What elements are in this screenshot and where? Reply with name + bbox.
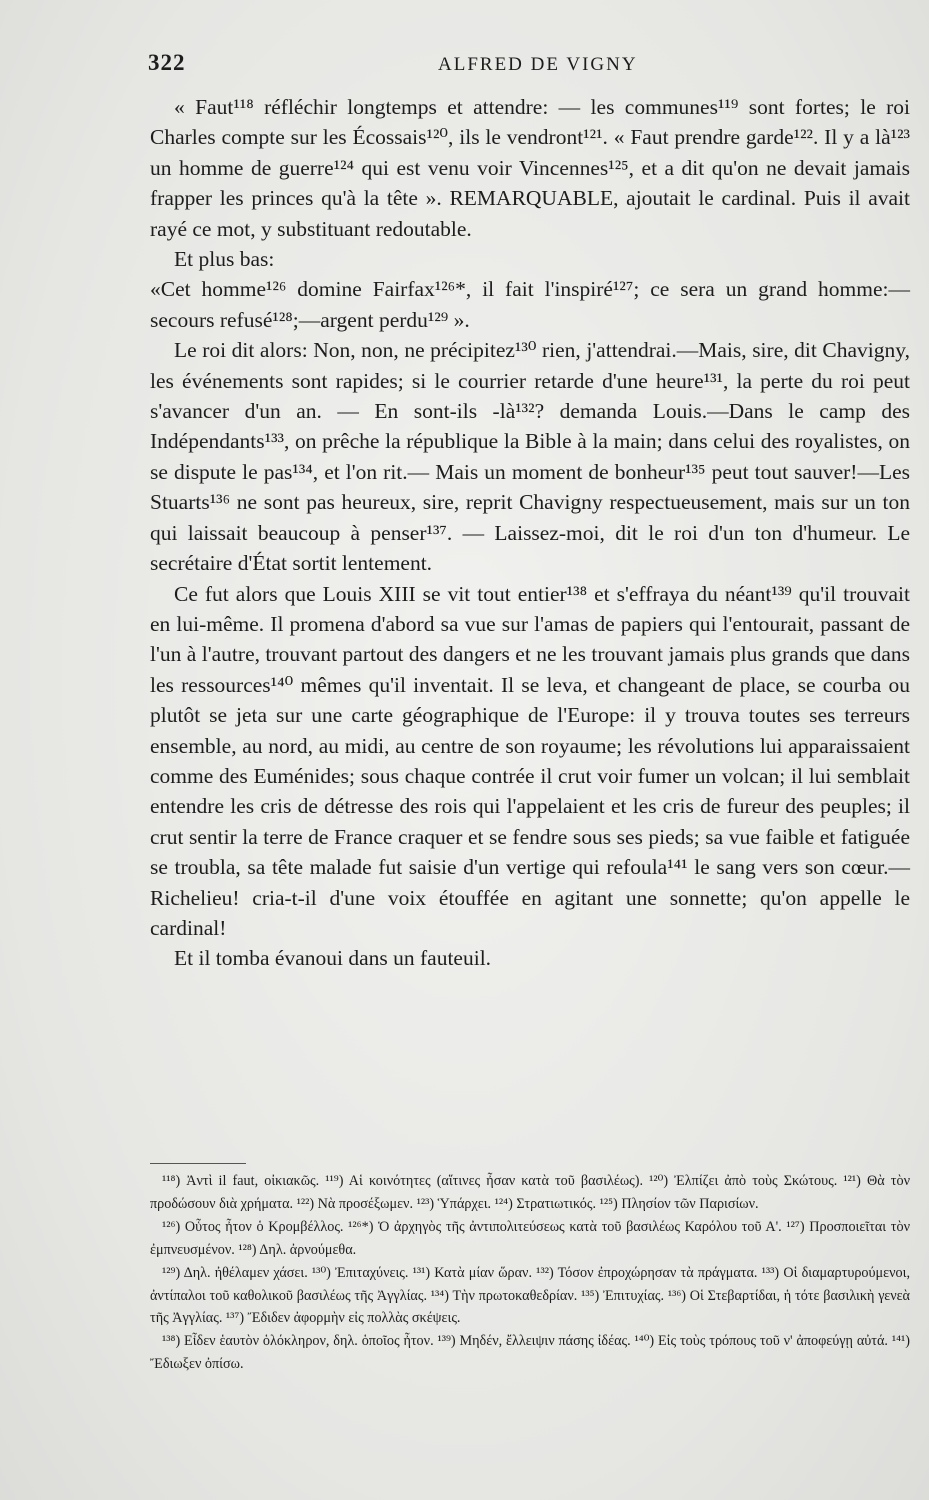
footnote-block-3: ¹²⁹) Δηλ. ἠθέλαμεν χάσει. ¹³⁰) Ἐπιταχύνεις. ¹³¹) Κατὰ μίαν ὥραν. ¹³²) Τόσον ἐπροχώρησαν τὰ πράγματα. ¹³³) Οἱ διαμαρτυρούμενοι, ἀντίπαλοι τοῦ καθολικοῦ βασιλέως τῆς Ἀγγλίας. ¹³⁴) Τὴν πρωτοκαθεδρίαν. ¹³⁵) Ἐπιτυχίας. ¹³⁶) Οἱ Στεβαρτίδαι, ἡ τότε βασιλικὴ γενεὰ τῆς Ἀγγλίας. ¹³⁷) Ἔδιδεν ἀφορμὴν εἰς πολλὰς σκέψεις.	[150, 1264, 910, 1327]
page-number: 322	[148, 50, 186, 75]
paragraph-1: « Faut¹¹⁸ réfléchir longtemps et attendre: — les communes¹¹⁹ sont fortes; le roi Charles compte sur les Écossais¹²⁰, ils le vendront¹²¹. « Faut prendre garde¹²². Il y a là¹²³ un homme de guerre¹²⁴ qui est venu voir Vincennes¹²⁵, et a dit qu'on ne devait jamais frapper les princes qu'à la tête ». REMARQUABLE, ajoutait le cardinal. Puis il avait rayé ce mot, y substituant redoutable.	[150, 95, 910, 241]
footnote-block-4: ¹³⁸) Εἶδεν ἑαυτὸν ὁλόκληρον, δηλ. ὁποῖος ἦτον. ¹³⁹) Μηδέν, ἔλλειψιν πάσης ἰδέας. ¹⁴⁰) Εἰς τοὺς τρόπους τοῦ ν' ἀποφεύγῃ αὐτά. ¹⁴¹) Ἔδιωξεν ὀπίσω.	[150, 1333, 910, 1373]
main-text	[150, 92, 910, 974]
paragraph-6: Et il tomba évanoui dans un fauteuil.	[174, 946, 492, 971]
paragraph-2: Et plus bas:	[174, 247, 275, 272]
paragraph-4: Le roi dit alors: Non, non, ne précipitez¹³⁰ rien, j'attendrai.—Mais, sire, dit Chavigny, les événements sont rapides; si le courrier retarde d'une heure¹³¹, la perte du roi peut s'avancer d'un an. — En sont-ils -là¹³²? demanda Louis.—Dans le camp des Indépendants¹³³, on prêche la république la Bible à la main; dans celui des royalistes, on se dispute le pas¹³⁴, et l'on rit.— Mais un moment de bonheur¹³⁵ peut tout sauver!—Les Stuarts¹³⁶ ne sont pas heureux, sire, reprit Chavigny respectueusement, mais sur un ton qui laissait beaucoup à penser¹³⁷. — Laissez-moi, dit le roi d'un ton d'humeur. Le secrétaire d'État sortit lentement.	[150, 338, 910, 576]
paragraph-5: Ce fut alors que Louis XIII se vit tout entier¹³⁸ et s'effraya du néant¹³⁹ qu'il trouvait en lui-même. Il promena d'abord sa vue sur l'amas de papiers qui l'entourait, passant de l'un à l'autre, trouvant partout des dangers et ne les trouvant jamais plus grands que dans les ressources¹⁴⁰ mêmes qu'il inventait. Il se leva, et changeant de place, se courba ou plutôt se jeta sur une carte géographique de l'Europe: il y trouva toutes ses terreurs ensemble, au nord, au midi, au centre de son royaume; les révolutions lui apparaissaient comme des Euménides; sous chaque contrée il crut voir fumer un volcan; il lui semblait entendre les cris de détresse des rois qui l'appelaient et les cris de fureur des peuples; il crut sentir la terre de France craquer et se fendre sous ses pieds; sa vue faible et fatiguée se troubla, sa tête malade fut saisie d'un vertige qui refoula¹⁴¹ le sang vers son cœur.—Richelieu! cria-t-il d'une voix étouffée en agitant une sonnette; qu'on appelle le cardinal!	[150, 581, 910, 940]
running-title: ALFRED DE VIGNY	[438, 54, 638, 75]
paragraph-3: «Cet homme¹²⁶ domine Fairfax¹²⁶*, il fait l'inspiré¹²⁷; ce sera un grand homme:—secours refusé¹²⁸;—argent perdu¹²⁹ ».	[150, 277, 910, 332]
footnote-block-2: ¹²⁶) Οὗτος ἦτον ὁ Κρομβέλλος. ¹²⁶*) Ὁ ἀρχηγὸς τῆς ἀντιπολιτεύσεως κατὰ τοῦ βασιλέως Καρόλου τοῦ Α'. ¹²⁷) Προσποιεῖται τὸν ἐμπνευσμένον. ¹²⁸) Δηλ. ἀρνούμεθα.	[150, 1218, 910, 1258]
page-header	[148, 50, 912, 80]
footnote-block-1: ¹¹⁸) Ἀντὶ il faut, οἰκιακῶς. ¹¹⁹) Αἱ κοινότητες (αἵτινες ἦσαν κατὰ τοῦ βασιλέως). ¹²⁰) Ἐλπίζει ἀπὸ τοὺς Σκώτους. ¹²¹) Θὰ τὸν προδώσουν διὰ χρήματα. ¹²²) Νὰ προσέξωμεν. ¹²³) Ὑπάρχει. ¹²⁴) Στρατιωτικός. ¹²⁵) Πλησίον τῶν Παρισίων.	[150, 1173, 910, 1212]
footnotes	[150, 1170, 910, 1376]
footnote-divider	[150, 1163, 246, 1164]
